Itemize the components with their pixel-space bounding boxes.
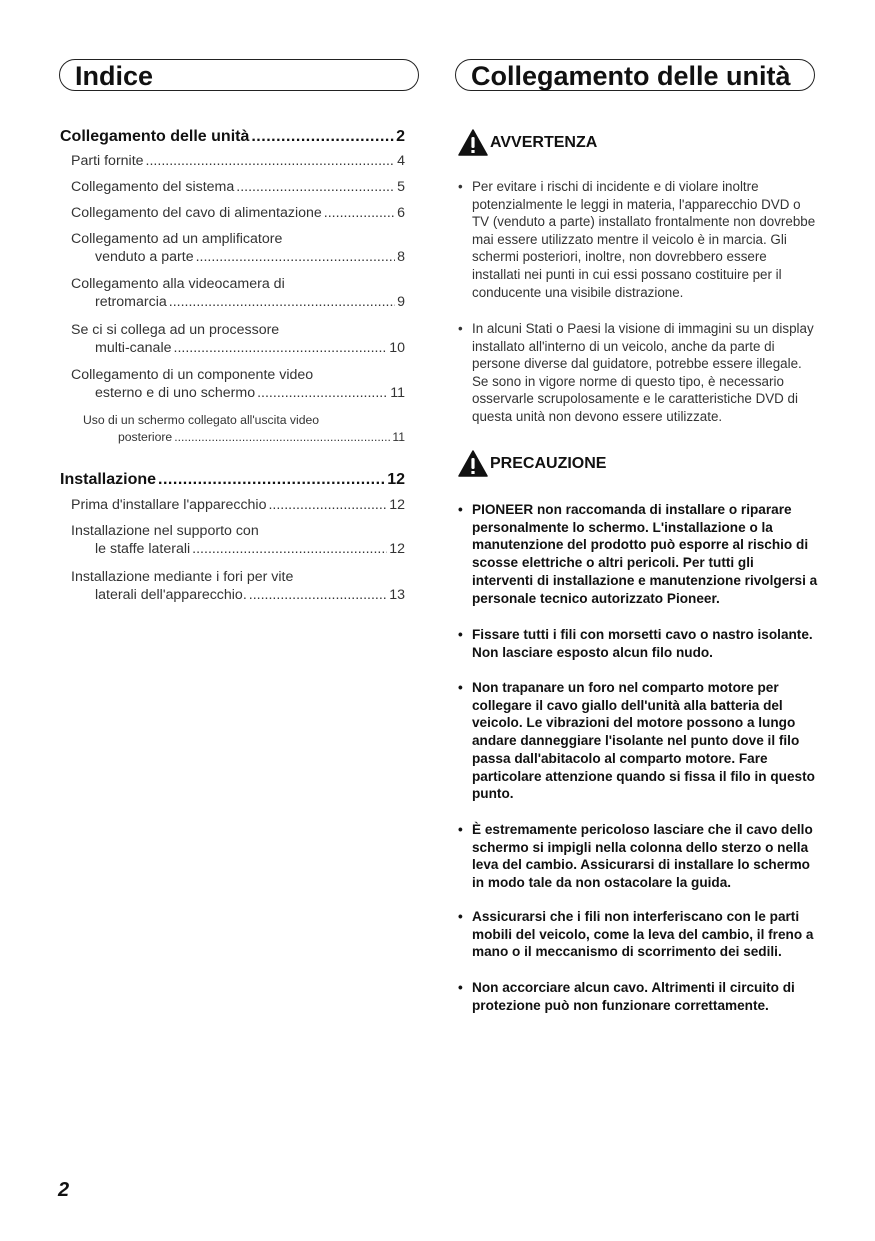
- caution-item-text: Assicurarsi che i fili non interferiscano con le parti mobili del veicolo, come la leva del cambio, il freno a mano o il meccanismo di scorrimento dei sedili.: [472, 909, 814, 960]
- toc-item-text: Se ci si collega ad un processore: [71, 322, 280, 338]
- caution-item: [458, 979, 818, 1014]
- toc-item-page: 11: [392, 430, 405, 444]
- toc-subitem[interactable]: [83, 413, 405, 444]
- toc-leader-dots: [174, 340, 388, 356]
- toc-leader-dots: [249, 587, 387, 603]
- toc-item[interactable]: [71, 276, 405, 310]
- toc-item-text: posteriore: [118, 430, 173, 444]
- toc-leader-dots: [158, 471, 385, 489]
- toc-item-page: 6: [397, 205, 405, 221]
- toc-item-page: 10: [389, 340, 405, 356]
- toc-item-text: Installazione nel supporto con: [71, 523, 259, 539]
- toc-item-text: multi-canale: [95, 340, 172, 356]
- toc-leader-dots: [196, 249, 396, 265]
- caution-heading: [458, 450, 606, 477]
- toc-item-text: Collegamento del sistema: [71, 179, 235, 195]
- toc-item-page: 13: [389, 587, 405, 603]
- caution-item-text: Non accorciare alcun cavo. Altrimenti il circuito di protezione può non funzionare correttamente.: [472, 980, 795, 1013]
- toc-item-page: 11: [390, 385, 405, 401]
- warning-item: [458, 178, 818, 301]
- toc-item-page: 9: [397, 294, 405, 310]
- toc-section-installazione[interactable]: [60, 471, 405, 489]
- toc-item-page: 12: [389, 541, 405, 557]
- toc-item[interactable]: [71, 569, 405, 603]
- bullet: •: [458, 502, 463, 517]
- toc-section-title: Installazione: [60, 471, 157, 488]
- toc-leader-dots: [257, 385, 388, 401]
- toc-item-text: Collegamento ad un amplificatore: [71, 231, 283, 247]
- toc-item-text: Installazione mediante i fori per vite: [71, 569, 294, 585]
- caution-item-text: Fissare tutti i fili con morsetti cavo o nastro isolante. Non lasciare esposto alcun filo nudo.: [472, 627, 813, 660]
- warning-title: AVVERTENZA: [490, 133, 598, 151]
- bullet: •: [458, 980, 463, 995]
- toc-item-text: esterno e di uno schermo: [95, 385, 256, 401]
- right-header-box: [455, 59, 815, 91]
- caution-item-text: PIONEER non raccomanda di installare o riparare personalmente lo schermo. L'installazione o la manutenzione del prodotto può esporre al rischio di scosse elettriche o altri pericoli. Per tutti gli interventi di installazione e manutenzione rivolgersi a personale tecnico autorizzato Pioneer.: [472, 502, 818, 606]
- bullet: •: [458, 680, 463, 695]
- toc-leader-dots: [236, 179, 395, 195]
- toc-item-text: le staffe laterali: [95, 541, 191, 557]
- toc-item-text: Prima d'installare l'apparecchio: [71, 497, 267, 513]
- caution-title: PRECAUZIONE: [490, 454, 607, 472]
- caution-triangle-icon: [458, 450, 488, 477]
- caution-item: [458, 626, 818, 661]
- toc-item[interactable]: [71, 497, 405, 513]
- toc-item-page: 8: [397, 249, 405, 265]
- toc-item[interactable]: [71, 231, 405, 265]
- warning-item: [458, 320, 818, 426]
- toc-leader-dots: [324, 205, 395, 221]
- toc-item-text: retromarcia: [95, 294, 167, 310]
- toc-item-text: Uso di un schermo collegato all'uscita video: [83, 413, 320, 427]
- toc-section-page: 2: [396, 128, 405, 145]
- toc-item-page: 5: [397, 179, 405, 195]
- toc-item-text: laterali dell'apparecchio.: [95, 587, 247, 603]
- bullet: •: [458, 909, 463, 924]
- toc-item-text: Collegamento del cavo di alimentazione: [71, 205, 322, 221]
- caution-item: [458, 501, 818, 607]
- bullet: •: [458, 627, 463, 642]
- toc-section-page: 12: [387, 471, 405, 488]
- toc-item-page: 12: [389, 497, 405, 513]
- bullet: •: [458, 321, 463, 336]
- toc-item-text: venduto a parte: [95, 249, 194, 265]
- toc-item-text: Collegamento alla videocamera di: [71, 276, 285, 292]
- left-header-box: [59, 59, 419, 91]
- toc-leader-dots: [192, 541, 387, 557]
- toc-leader-dots: [174, 430, 390, 444]
- toc-item-page: 4: [397, 153, 405, 169]
- toc-item[interactable]: [71, 322, 405, 356]
- warning-item-text: Per evitare i rischi di incidente e di violare inoltre potenzialmente le leggi in materia, l'apparecchio DVD o TV (venduto a parte) installato frontalmente non dovrebbe mai essere utilizzato mentre il veicolo è in marcia. Gli schermi posteriori, inoltre, non dovrebbero essere installati nei punti in cui essi possano costituire per il conducente una visibile distrazione.: [472, 179, 816, 300]
- toc-item-text: Parti fornite: [71, 153, 144, 169]
- toc-item[interactable]: [71, 205, 405, 221]
- toc-section-title: Collegamento delle unità: [60, 128, 250, 145]
- toc-section-collegamento[interactable]: [60, 128, 405, 146]
- toc-item[interactable]: [71, 179, 405, 195]
- bullet: •: [458, 179, 463, 194]
- toc-item[interactable]: [71, 523, 405, 557]
- left-header-title: Indice: [75, 61, 154, 91]
- caution-item: [458, 908, 818, 961]
- toc-leader-dots: [268, 497, 387, 513]
- caution-item: [458, 679, 818, 803]
- toc-leader-dots: [146, 153, 396, 169]
- page-number: 2: [58, 1179, 70, 1201]
- bullet: •: [458, 822, 463, 837]
- toc-item[interactable]: [71, 367, 405, 401]
- caution-item-text: È estremamente pericoloso lasciare che il cavo dello schermo si impigli nella colonna dello sterzo o nella leva del cambio. Assicurarsi di installare lo schermo in modo tale da non ostacolare la guida.: [472, 822, 813, 891]
- toc-leader-dots: [169, 294, 395, 310]
- caution-item-text: Non trapanare un foro nel comparto motore per collegare il cavo giallo dell'unità alla batteria del veicolo. Le vibrazioni del motore possono a lungo andare danneggiare l'isolante nel punto dove il filo passa dall'abitacolo al comparto motore. Fare particolare attenzione quando si fissa il filo in questo punto.: [472, 680, 815, 802]
- caution-item: [458, 821, 818, 892]
- toc-item-text: Collegamento di un componente video: [71, 367, 314, 383]
- toc-item[interactable]: [71, 153, 405, 169]
- right-header-title: Collegamento delle unità: [471, 61, 791, 91]
- toc-leader-dots: [251, 128, 394, 146]
- warning-triangle-icon: [458, 129, 488, 156]
- warning-item-text: In alcuni Stati o Paesi la visione di immagini su un display installato all'interno di un veicolo, anche da parte di persone diverse dal guidatore, potrebbe essere illegale. Se sono in vigore norme di questo tipo, è necessario osservarle scrupolosamente e le caratteristiche DVD di questa unità non devono essere utilizzate.: [472, 321, 814, 424]
- warning-heading: [458, 129, 597, 156]
